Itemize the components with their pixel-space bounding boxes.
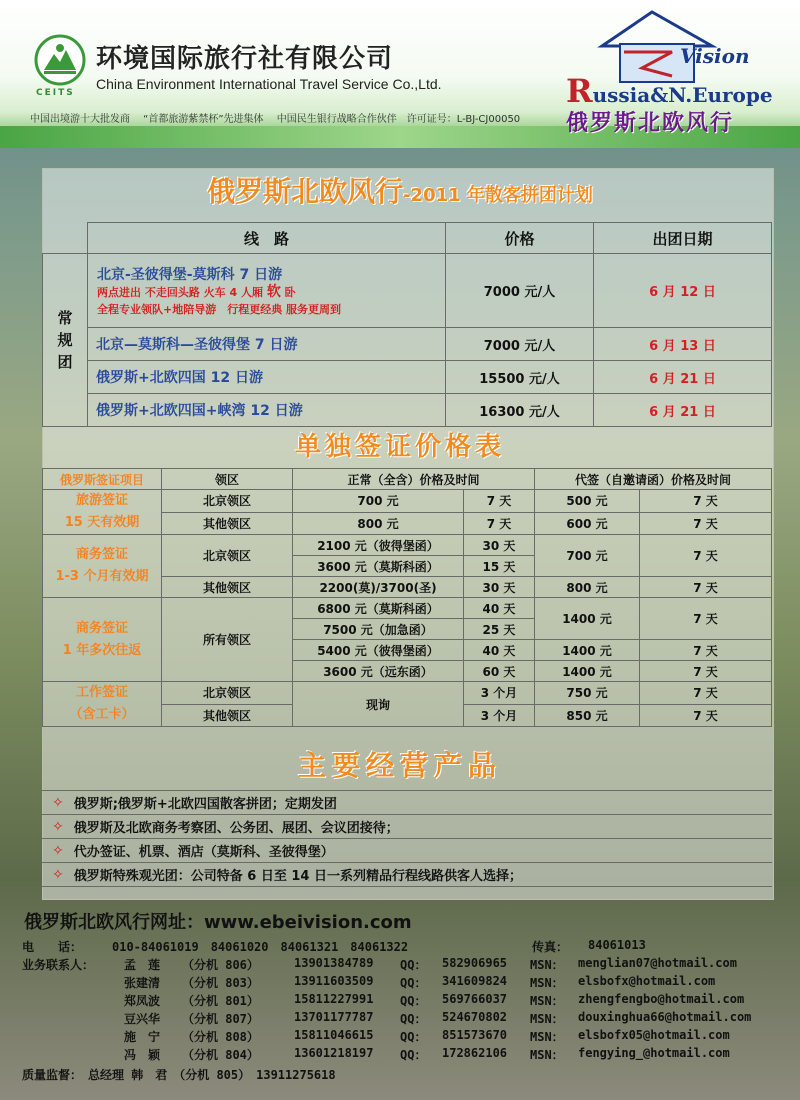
- product-text: 俄罗斯特殊观光团：公司特备 6 日至 14 日一系列精品行程线路供客人选择；: [73, 869, 522, 884]
- qq-label: QQ：: [400, 1030, 427, 1044]
- visa-type-name: 工作签证: [75, 685, 128, 700]
- visa-validity: （含工卡）: [69, 707, 135, 722]
- route-type-header: [43, 223, 88, 254]
- visa-time: 40 天: [464, 640, 535, 661]
- website-line: [24, 908, 412, 934]
- route-date: 6 月 21 日: [594, 394, 772, 427]
- multi-entry-visa-cell: [43, 598, 162, 682]
- visa-agent-price: 1400 元: [535, 661, 640, 682]
- visa-region: 其他领区: [162, 577, 293, 598]
- visa-agent-price: 500 元: [535, 490, 640, 513]
- business-visa-cell: [43, 535, 162, 598]
- contact-row: [22, 1046, 782, 1064]
- contact-row: [22, 1028, 782, 1046]
- phone-row: [22, 938, 782, 956]
- msn-label: MSN：: [530, 1048, 564, 1062]
- list-item: [42, 862, 772, 887]
- brand-chinese: 俄罗斯北欧风行: [566, 111, 735, 136]
- contact-mobile: 13901384789: [294, 956, 374, 970]
- visa-type-name: 商务签证: [75, 547, 128, 562]
- route-date: 6 月 21 日: [594, 361, 772, 394]
- visa-region: 其他领区: [162, 704, 293, 727]
- route-type-char: 团: [57, 353, 73, 371]
- list-item: [42, 814, 772, 838]
- diamond-bullet-icon: ✧: [52, 818, 64, 835]
- route-name: 俄罗斯+北欧四国 12 日游: [88, 361, 446, 394]
- visa-agent-price: 1400 元: [535, 640, 640, 661]
- route-name: 北京—莫斯科—圣彼得堡 7 日游: [88, 328, 446, 361]
- contact-msn[interactable]: elsbofx05@hotmail.com: [578, 1028, 730, 1042]
- visa-agent-time: 7 天: [640, 682, 772, 705]
- contact-name: 孟 莲: [124, 958, 161, 972]
- msn-label: MSN：: [530, 958, 564, 972]
- visa-price: 2100 元（彼得堡函）: [293, 535, 464, 556]
- visa-region: 北京领区: [162, 490, 293, 513]
- contact-mobile: 13701177787: [294, 1010, 374, 1024]
- diamond-bullet-icon: ✧: [52, 794, 64, 811]
- visa-time: 30 天: [464, 535, 535, 556]
- visa-region: 所有领区: [162, 598, 293, 682]
- visa-row: [43, 598, 772, 619]
- visa-agent-time: 7 天: [640, 598, 772, 640]
- visa-row: [43, 490, 772, 513]
- visa-price: 6800 元（莫斯科函）: [293, 598, 464, 619]
- visa-agent-price: 600 元: [535, 512, 640, 535]
- fax-number: 84061013: [588, 938, 646, 952]
- visa-price: 3600 元（远东函）: [293, 661, 464, 682]
- date-header: 出团日期: [594, 223, 772, 254]
- contact-name: 郑凤波: [124, 994, 161, 1008]
- visa-time: 7 天: [464, 490, 535, 513]
- contact-msn[interactable]: elsbofx@hotmail.com: [578, 974, 716, 988]
- visa-agent-time: 7 天: [640, 704, 772, 727]
- route-name: 俄罗斯+北欧四国+峡湾 12 日游: [88, 394, 446, 427]
- main-products-title: 主要经营产品: [297, 749, 502, 782]
- contact-qq: 582906965: [442, 956, 508, 970]
- contact-row: [22, 992, 782, 1010]
- contact-ext: （分机 808）: [182, 1030, 259, 1044]
- phone-numbers: 010-84061019 84061020 84061321 84061322: [112, 940, 409, 954]
- route-note-end: 卧: [280, 285, 296, 299]
- visa-agent-time: 7 天: [640, 490, 772, 513]
- route-price: 16300 元/人: [446, 394, 594, 427]
- route-row: [43, 328, 772, 361]
- visa-agent-header: 代签（自邀请函）价格及时间: [535, 469, 772, 490]
- work-visa-cell: [43, 682, 162, 727]
- visa-price: 7500 元（加急函）: [293, 619, 464, 640]
- visa-agent-price: 750 元: [535, 682, 640, 705]
- visa-header-row: [43, 469, 772, 490]
- contact-qq: 172862106: [442, 1046, 508, 1060]
- tour-plan-title: [0, 170, 800, 210]
- list-item: [42, 838, 772, 862]
- route-type-char: 规: [57, 331, 73, 349]
- contact-people-label: 业务联系人：: [22, 958, 95, 972]
- brand-english: [566, 72, 773, 110]
- product-list: [42, 790, 772, 887]
- brand-english-initial: R: [566, 72, 593, 110]
- visa-agent-time: 7 天: [640, 577, 772, 598]
- visa-region-header: 领区: [162, 469, 293, 490]
- contact-row: [22, 974, 782, 992]
- company-name-en: China Environment International Travel Service Co.,Ltd.: [96, 76, 442, 92]
- visa-price: 3600 元（莫斯科函）: [293, 556, 464, 577]
- route-table-header-row: [43, 223, 772, 254]
- website-link[interactable]: www.ebeivision.com: [204, 912, 412, 933]
- contact-ext: （分机 801）: [182, 994, 259, 1008]
- visa-time: 60 天: [464, 661, 535, 682]
- route-row: [43, 254, 772, 328]
- contact-mobile: 13601218197: [294, 1046, 374, 1060]
- route-type-cell: [43, 254, 88, 427]
- fax-label: 传真：: [532, 940, 569, 954]
- contact-msn[interactable]: menglian07@hotmail.com: [578, 956, 737, 970]
- contact-mobile: 13911603509: [294, 974, 374, 988]
- visa-agent-price: 850 元: [535, 704, 640, 727]
- contact-msn[interactable]: zhengfengbo@hotmail.com: [578, 992, 745, 1006]
- contact-section: [0, 900, 800, 1100]
- visa-table: [42, 468, 772, 727]
- msn-label: MSN：: [530, 1012, 564, 1026]
- tour-plan-title-main: 俄罗斯北欧风行: [207, 175, 404, 208]
- visa-normal-header: 正常（全含）价格及时间: [293, 469, 535, 490]
- route-price: 7000 元/人: [446, 328, 594, 361]
- diamond-bullet-icon: ✧: [52, 842, 64, 859]
- qq-label: QQ：: [400, 976, 427, 990]
- visa-price: 700 元: [293, 490, 464, 513]
- route-name: 北京-圣彼得堡-莫斯科 7 日游: [97, 266, 283, 283]
- diamond-bullet-icon: ✧: [52, 866, 64, 883]
- visa-agent-time: 7 天: [640, 661, 772, 682]
- visa-time: 7 天: [464, 512, 535, 535]
- visa-agent-price: 1400 元: [535, 598, 640, 640]
- route-note-text: 两点进出 不走回头路 火车 4 人厢: [97, 285, 267, 299]
- visa-time: 3 个月: [464, 704, 535, 727]
- contact-name: 张建清: [124, 976, 161, 990]
- phone-label: 电 话：: [22, 940, 83, 954]
- visa-validity: 1-3 个月有效期: [55, 569, 149, 584]
- visa-price-negotiate: 现询: [293, 682, 464, 727]
- product-text: 代办签证、机票、酒店（莫斯科、圣彼得堡）: [73, 845, 334, 860]
- qq-label: QQ：: [400, 958, 427, 972]
- visa-time: 30 天: [464, 577, 535, 598]
- route-row: [43, 394, 772, 427]
- tour-plan-title-sub: -2011 年散客拼团计划: [403, 185, 593, 206]
- visa-agent-price: 800 元: [535, 577, 640, 598]
- visa-price: 2200(莫)/3700(圣): [293, 577, 464, 598]
- quality-supervision: 质量监督： 总经理 韩 君 （分机 805） 13911275618: [22, 1068, 336, 1082]
- visa-price-title: 单独签证价格表: [294, 432, 505, 462]
- contact-qq: 851573670: [442, 1028, 508, 1042]
- contact-row: [22, 1010, 782, 1028]
- visa-item-header: 俄罗斯签证项目: [43, 469, 162, 490]
- route-note-2: 全程专业领队+地陪导游 行程更经典 服务更周到: [97, 302, 342, 316]
- visa-agent-time: 7 天: [640, 640, 772, 661]
- route-cell: [88, 254, 446, 328]
- contact-mobile: 15811227991: [294, 992, 374, 1006]
- company-name-cn: 环境国际旅行社有限公司: [96, 44, 394, 74]
- contact-ext: （分机 803）: [182, 976, 259, 990]
- route-note: [89, 284, 444, 301]
- contact-msn[interactable]: fengying_@hotmail.com: [578, 1046, 730, 1060]
- contact-ext: （分机 807）: [182, 1012, 259, 1026]
- route-table: [42, 222, 772, 427]
- visa-time: 40 天: [464, 598, 535, 619]
- visa-price: 800 元: [293, 512, 464, 535]
- contact-qq: 524670802: [442, 1010, 508, 1024]
- price-header: 价格: [446, 223, 594, 254]
- website-label: 俄罗斯北欧风行网址：: [24, 912, 204, 933]
- brand-vision: Vision: [680, 44, 750, 68]
- company-tagline: 中国出境游十大批发商 “首都旅游紫禁杯”先进集体 中国民生银行战略合作伙伴 许可证号：L-BJ-CJ00050: [30, 114, 521, 125]
- visa-row: [43, 682, 772, 705]
- qq-label: QQ：: [400, 1012, 427, 1026]
- product-text: 俄罗斯;俄罗斯+北欧四国散客拼团；定期发团: [73, 797, 337, 812]
- visa-region: 北京领区: [162, 535, 293, 577]
- visa-agent-time: 7 天: [640, 512, 772, 535]
- list-item: [42, 790, 772, 814]
- logo-caption: CEITS: [36, 88, 75, 98]
- route-price: 7000 元/人: [446, 254, 594, 328]
- visa-type-name: 商务签证: [75, 620, 128, 636]
- contact-name: 豆兴华: [124, 1012, 161, 1026]
- contact-ext: （分机 806）: [182, 958, 259, 972]
- visa-time: 3 个月: [464, 682, 535, 705]
- route-row: [43, 361, 772, 394]
- tourist-visa-cell: [43, 490, 162, 535]
- visa-validity: 1 年多次往返: [62, 642, 142, 658]
- visa-row: [43, 535, 772, 556]
- visa-region: 北京领区: [162, 682, 293, 705]
- qq-label: QQ：: [400, 994, 427, 1008]
- visa-time: 15 天: [464, 556, 535, 577]
- ceits-logo-icon: [34, 34, 86, 86]
- product-text: 俄罗斯及北欧商务考察团、公务团、展团、会议团接待；: [73, 821, 399, 836]
- qq-label: QQ：: [400, 1048, 427, 1062]
- visa-price: 5400 元（彼得堡函）: [293, 640, 464, 661]
- contact-name: 冯 颖: [124, 1048, 161, 1062]
- contact-ext: （分机 804）: [182, 1048, 259, 1062]
- visa-time: 25 天: [464, 619, 535, 640]
- brand-english-rest: ussia&N.Europe: [592, 83, 773, 107]
- contact-msn[interactable]: douxinghua66@hotmail.com: [578, 1010, 752, 1024]
- visa-agent-price: 700 元: [535, 535, 640, 577]
- contact-row: [22, 956, 782, 974]
- contact-name: 施 宁: [124, 1030, 161, 1044]
- visa-region: 其他领区: [162, 512, 293, 535]
- visa-validity: 15 天有效期: [64, 515, 140, 530]
- visa-type-name: 旅游签证: [75, 493, 128, 508]
- visa-agent-time: 7 天: [640, 535, 772, 577]
- contact-qq: 569766037: [442, 992, 508, 1006]
- route-date: 6 月 13 日: [594, 328, 772, 361]
- route-note-emphasis: 软: [266, 283, 281, 300]
- msn-label: MSN：: [530, 994, 564, 1008]
- contact-qq: 341609824: [442, 974, 508, 988]
- msn-label: MSN：: [530, 976, 564, 990]
- route-date: 6 月 12 日: [594, 254, 772, 328]
- contact-mobile: 15811046615: [294, 1028, 374, 1042]
- route-type-char: 常: [57, 309, 73, 327]
- route-price: 15500 元/人: [446, 361, 594, 394]
- route-header: 线 路: [88, 223, 446, 254]
- msn-label: MSN：: [530, 1030, 564, 1044]
